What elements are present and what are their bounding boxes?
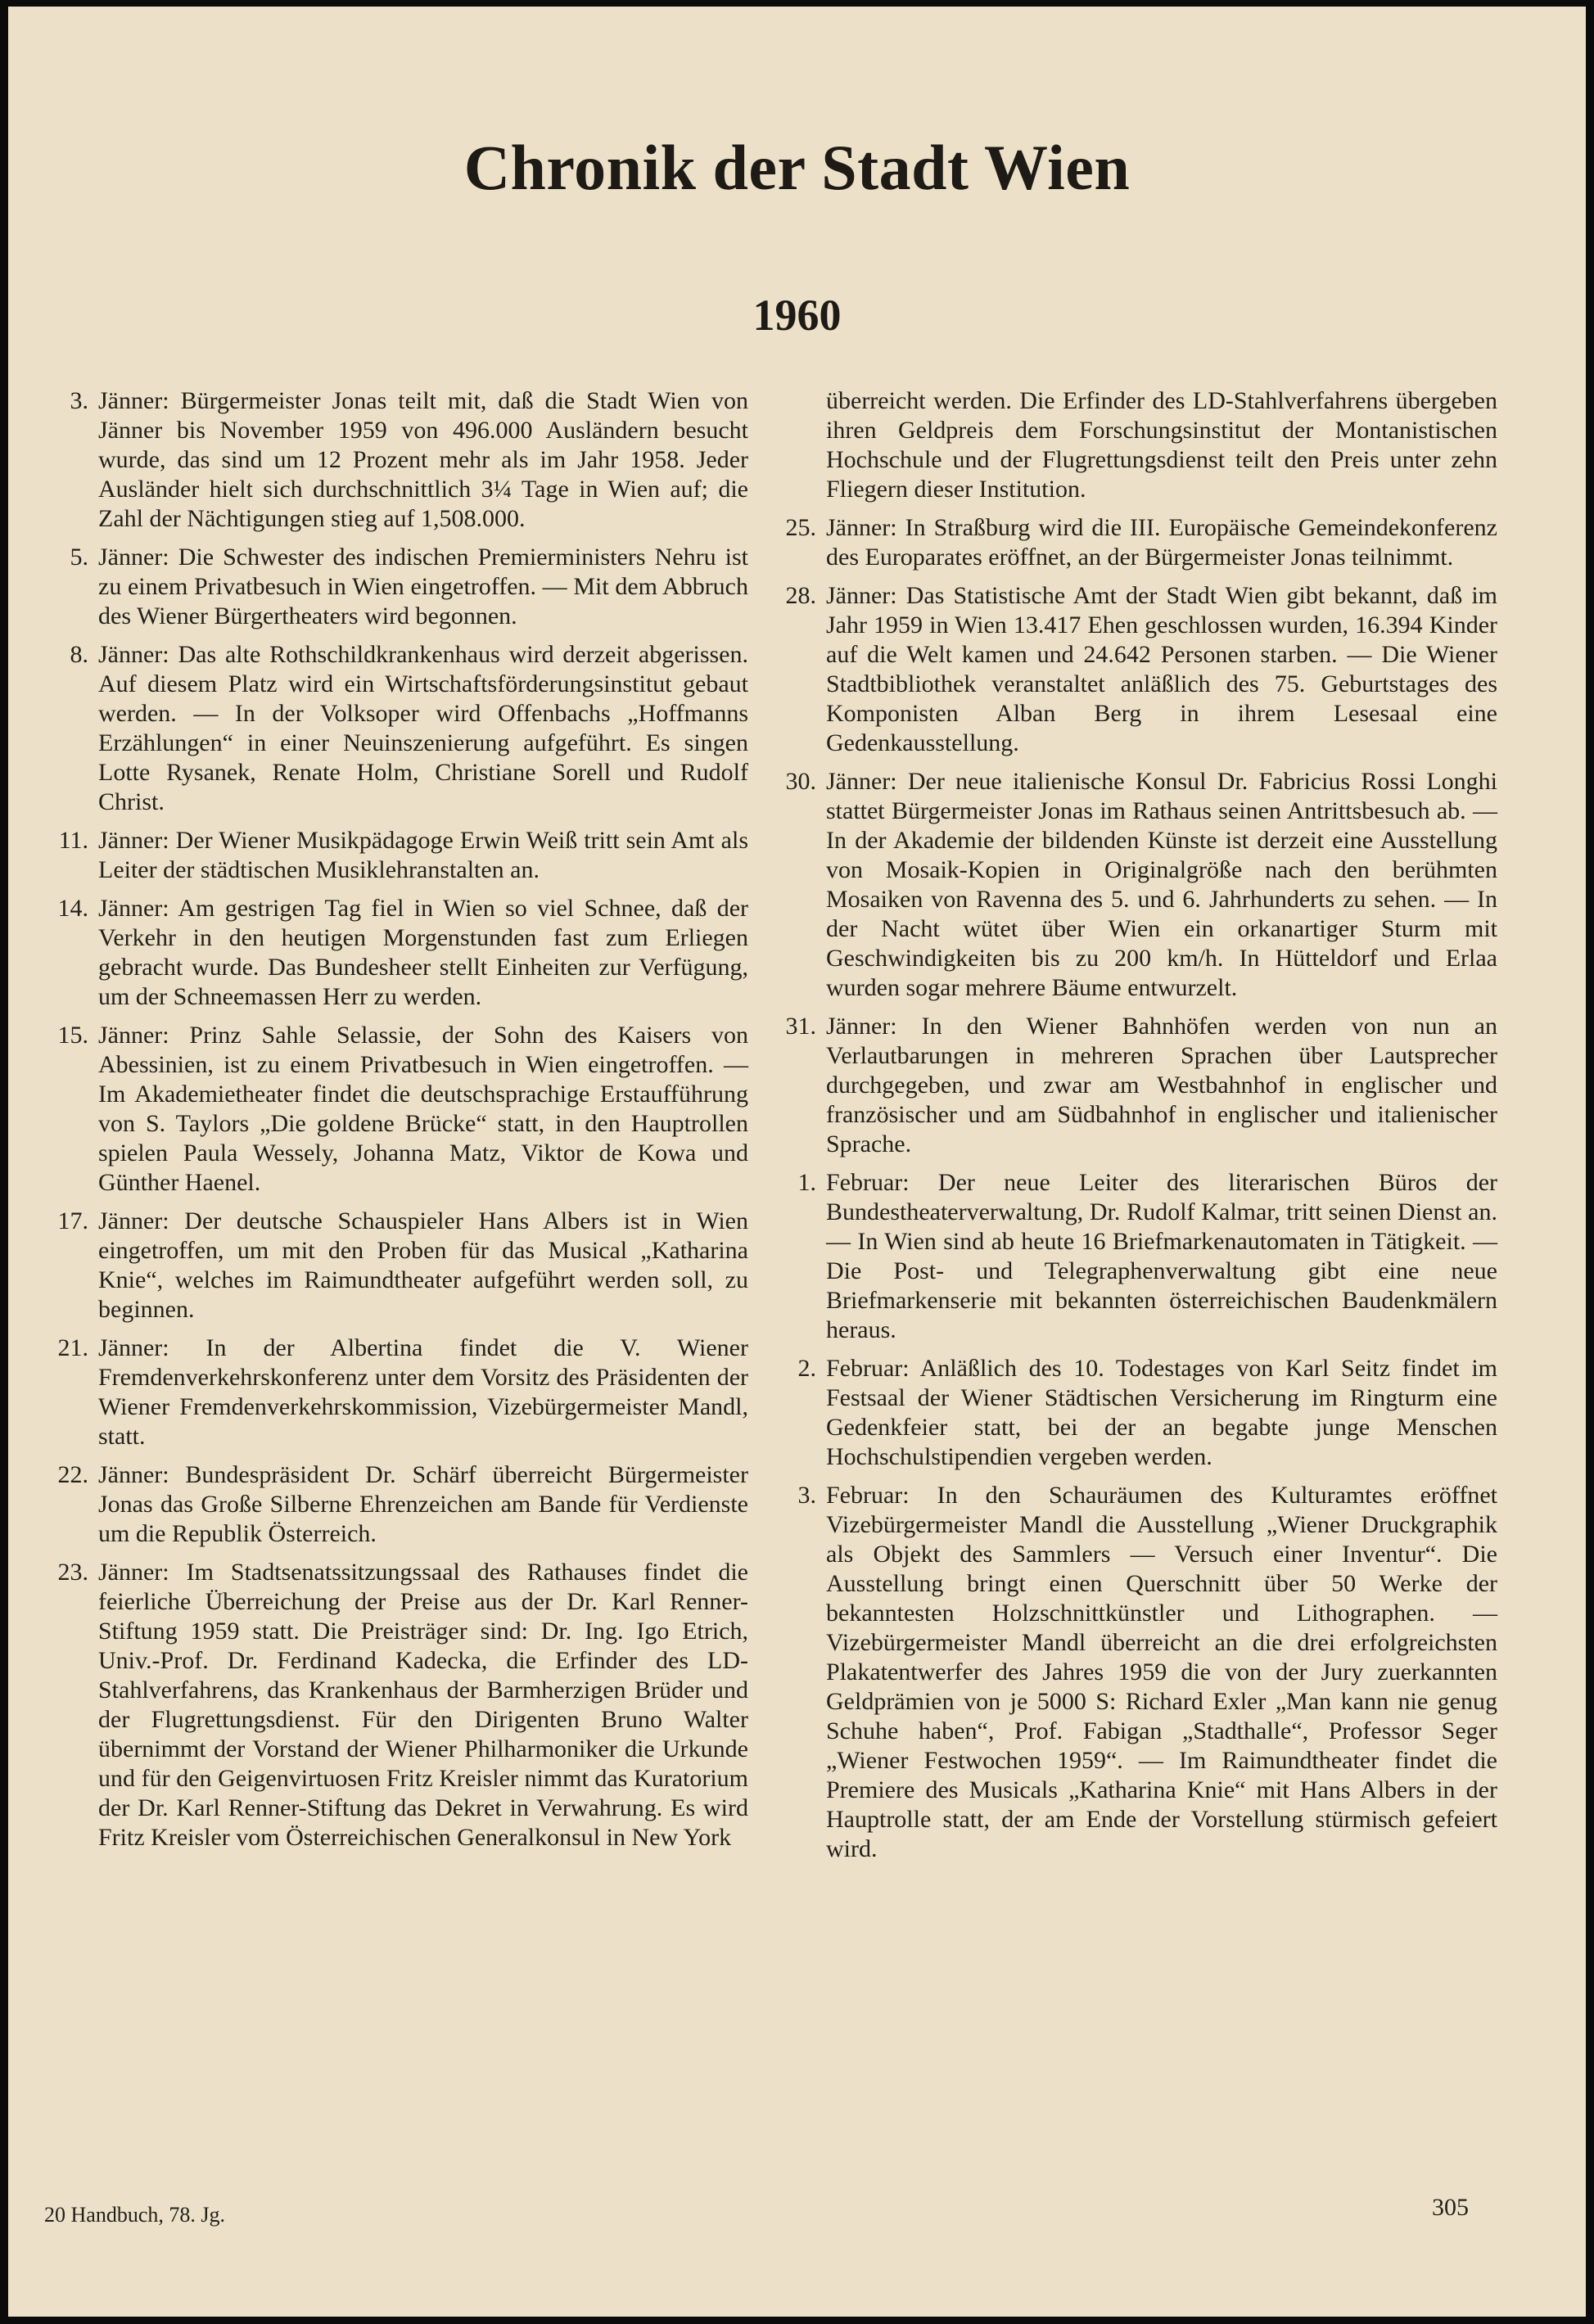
entry-day: 15.: [57, 1022, 88, 1049]
right-column: [779, 386, 1497, 1873]
chronicle-entry: [51, 1207, 748, 1324]
entry-day: 28.: [785, 582, 816, 609]
chronicle-entry: [779, 767, 1497, 1003]
entry-text: Jänner: Das Statistische Amt der Stadt Wien gibt bekannt, daß im Jahr 1959 in Wien 13.417 Ehen geschlossen wurden, 16.394 Kinder auf die Welt kamen und 24.642 Personen starben. — Die Wiener Stadtbibliothek veranstaltet anläßlich des 75. Geburtstages des Komponisten Alban Berg in ihrem Lesesaal eine Gedenkausstellung.: [826, 582, 1497, 756]
continued-entry: [779, 386, 1497, 504]
entry-day: 31.: [785, 1013, 816, 1040]
entry-text: Jänner: In Straßburg wird die III. Europäische Gemeindekonferenz des Europarates eröffnet, an der Bürgermeister Jonas teilnimmt.: [826, 514, 1497, 571]
chronicle-entry: [779, 513, 1497, 572]
entry-day: 23.: [57, 1559, 88, 1586]
entry-text: Februar: Anläßlich des 10. Todestages von Karl Seitz findet im Festsaal der Wiener Städtischen Versicherung im Ringturm eine Gedenkfeier statt, bei der an begabte junge Menschen Hochschulstipendien vergeben werden.: [826, 1355, 1497, 1470]
entry-text: Februar: Der neue Leiter des literarischen Büros der Bundestheaterverwaltung, Dr. Rudolf Kalmar, tritt seinen Dienst an. — In Wien sind ab heute 16 Briefmarkenautomaten in Tätigkeit. — Die Post- und Telegraphenverwaltung gibt eine neue Briefmarkenserie mit bekannten österreichischen Baudenkmälern heraus.: [826, 1169, 1497, 1343]
chronicle-entry: [51, 1460, 748, 1549]
chronicle-entry: [51, 640, 748, 817]
chronicle-entry: [51, 1333, 748, 1451]
entry-text: Jänner: Bürgermeister Jonas teilt mit, daß die Stadt Wien von Jänner bis November 1959 von 496.000 Ausländern besucht wurde, das sind um 12 Prozent mehr als im Jahr 1958. Jeder Ausländer hielt sich durchschnittlich 3¼ Tage in Wien auf; die Zahl der Nächtigungen stieg auf 1,508.000.: [98, 387, 748, 532]
entry-text: Jänner: Am gestrigen Tag fiel in Wien so viel Schnee, daß der Verkehr in den heutigen Morgenstunden fast zum Erliegen gebracht wurde. Das Bundesheer stellt Einheiten zur Verfügung, um der Schneemassen Herr zu werden.: [98, 895, 748, 1010]
entry-day: 11.: [58, 827, 88, 854]
chronicle-entry: [779, 1481, 1497, 1864]
entry-text: Jänner: Der neue italienische Konsul Dr. Fabricius Rossi Longhi stattet Bürgermeister Jonas im Rathaus seinen Antrittsbesuch ab. — In der Akademie der bildenden Künste ist derzeit eine Ausstellung von Mosaik-Kopien in Originalgröße nach den berühmten Mosaiken von Ravenna des 5. und 6. Jahrhunderts zu sehen. — In der Nacht wütet über Wien ein orkanartiger Sturm mit Geschwindigkeiten bis zu 200 km/h. In Hütteldorf und Erlaa wurden sogar mehrere Bäume entwurzelt.: [826, 768, 1497, 1001]
entry-day: 8.: [70, 641, 88, 668]
year-heading: 1960: [752, 291, 842, 340]
entry-day: 25.: [785, 514, 816, 541]
left-column: [51, 386, 748, 1861]
chronicle-entry: [779, 581, 1497, 758]
chronicle-entry: [51, 826, 748, 885]
chronicle-entry: [51, 386, 748, 534]
chronicle-entry: [51, 1558, 748, 1852]
entry-day: 2.: [797, 1355, 816, 1382]
chronicle-entry: [779, 1354, 1497, 1472]
entry-text: Jänner: Prinz Sahle Selassie, der Sohn des Kaisers von Abessinien, ist zu einem Privatbesuch in Wien eingetroffen. — Im Akademietheater findet die deutschsprachige Erstaufführung von S. Taylors „Die goldene Brücke“ statt, in den Hauptrollen spielen Paula Wessely, Johanna Matz, Viktor de Kowa und Günther Haenel.: [98, 1022, 748, 1196]
page-number: 305: [1432, 2194, 1469, 2221]
entry-day: 14.: [57, 895, 88, 922]
chronicle-entry: [51, 543, 748, 631]
entry-text: Jänner: Im Stadtsenatssitzungssaal des Rathauses findet die feierliche Überreichung der Preise aus der Dr. Karl Renner-Stiftung 1959 statt. Die Preisträger sind: Dr. Ing. Igo Etrich, Univ.-Prof. Dr. Ferdinand Kadecka, die Erfinder des LD-Stahlverfahrens, das Krankenhaus der Barmherzigen Brüder und der Flugrettungsdienst. Für den Dirigenten Bruno Walter übernimmt der Vorstand der Wiener Philharmoniker die Urkunde und für den Geigenvirtuosen Fritz Kreisler nimmt das Kuratorium der Dr. Karl Renner-Stiftung das Dekret in Verwahrung. Es wird Fritz Kreisler vom Österreichischen Generalkonsul in New York: [98, 1559, 748, 1851]
entry-text: Jänner: Das alte Rothschildkrankenhaus wird derzeit abgerissen. Auf diesem Platz wird ein Wirtschaftsförderungsinstitut gebaut werden. — In der Volksoper wird Offenbachs „Hoffmanns Erzählungen“ in einer Neuinszenierung aufgeführt. Es singen Lotte Rysanek, Renate Holm, Christiane Sorell und Rudolf Christ.: [98, 641, 748, 815]
document-page: [8, 7, 1586, 2317]
entry-text: Jänner: Die Schwester des indischen Premierministers Nehru ist zu einem Privatbesuch in Wien eingetroffen. — Mit dem Abbruch des Wiener Bürgertheaters wird begonnen.: [98, 544, 748, 630]
entry-text: Jänner: In den Wiener Bahnhöfen werden von nun an Verlautbarungen in mehreren Sprachen über Lautsprecher durchgegeben, und zwar am Westbahnhof in englischer und französischer und am Südbahnhof in englischer und italienischer Sprache.: [826, 1013, 1497, 1157]
footer-signature: 20 Handbuch, 78. Jg.: [44, 2203, 225, 2227]
entry-day: 22.: [57, 1461, 88, 1488]
entry-text: Jänner: Der Wiener Musikpädagoge Erwin Weiß tritt sein Amt als Leiter der städtischen Musiklehranstalten an.: [98, 827, 748, 883]
entry-day: 30.: [785, 768, 816, 795]
entry-text: überreicht werden. Die Erfinder des LD-Stahlverfahrens übergeben ihren Geldpreis dem Forschungsinstitut der Montanistischen Hochschule und der Flugrettungsdienst teilt den Preis unter zehn Fliegern dieser Institution.: [826, 387, 1497, 503]
chronicle-entry: [51, 894, 748, 1012]
entry-day: 3.: [70, 387, 88, 414]
entry-text: Jänner: In der Albertina findet die V. Wiener Fremdenverkehrskonferenz unter dem Vorsitz des Präsidenten der Wiener Fremdenverkehrskommission, Vizebürgermeister Mandl, statt.: [98, 1334, 748, 1450]
page-title: Chronik der Stadt Wien: [463, 132, 1131, 203]
chronicle-entry: [779, 1012, 1497, 1159]
entry-day: 21.: [57, 1334, 88, 1361]
entry-text: Jänner: Bundespräsident Dr. Schärf überreicht Bürgermeister Jonas das Große Silberne Ehrenzeichen am Bande für Verdienste um die Republik Österreich.: [98, 1461, 748, 1547]
entry-day: 3.: [797, 1482, 816, 1509]
chronicle-entry: [779, 1168, 1497, 1345]
entry-day: 5.: [70, 544, 88, 571]
entry-day: 17.: [57, 1207, 88, 1234]
entry-text: Februar: In den Schauräumen des Kulturamtes eröffnet Vizebürgermeister Mandl die Ausstellung „Wiener Druckgraphik als Objekt des Sammlers — Versuch einer Inventur“. Die Ausstellung bringt einen Querschnitt über 50 Werke der bekanntesten Holzschnittkünstler und Lithographen. — Vizebürgermeister Mandl überreicht an die drei erfolgreichsten Plakatentwerfer des Jahres 1959 die von der Jury zuerkannten Geldprämien von je 5000 S: Richard Exler „Man kann nie genug Schuhe haben“, Prof. Fabigan „Stadthalle“, Professor Seger „Wiener Festwochen 1959“. — Im Raimundtheater findet die Premiere des Musicals „Katharina Knie“ mit Hans Albers in der Hauptrolle statt, der am Ende der Vorstellung stürmisch gefeiert wird.: [826, 1482, 1497, 1862]
entry-day: 1.: [797, 1169, 816, 1196]
entry-text: Jänner: Der deutsche Schauspieler Hans Albers ist in Wien eingetroffen, um mit den Proben für das Musical „Katharina Knie“, welches im Raimundtheater aufgeführt werden soll, zu beginnen.: [98, 1207, 748, 1323]
chronicle-entry: [51, 1021, 748, 1198]
